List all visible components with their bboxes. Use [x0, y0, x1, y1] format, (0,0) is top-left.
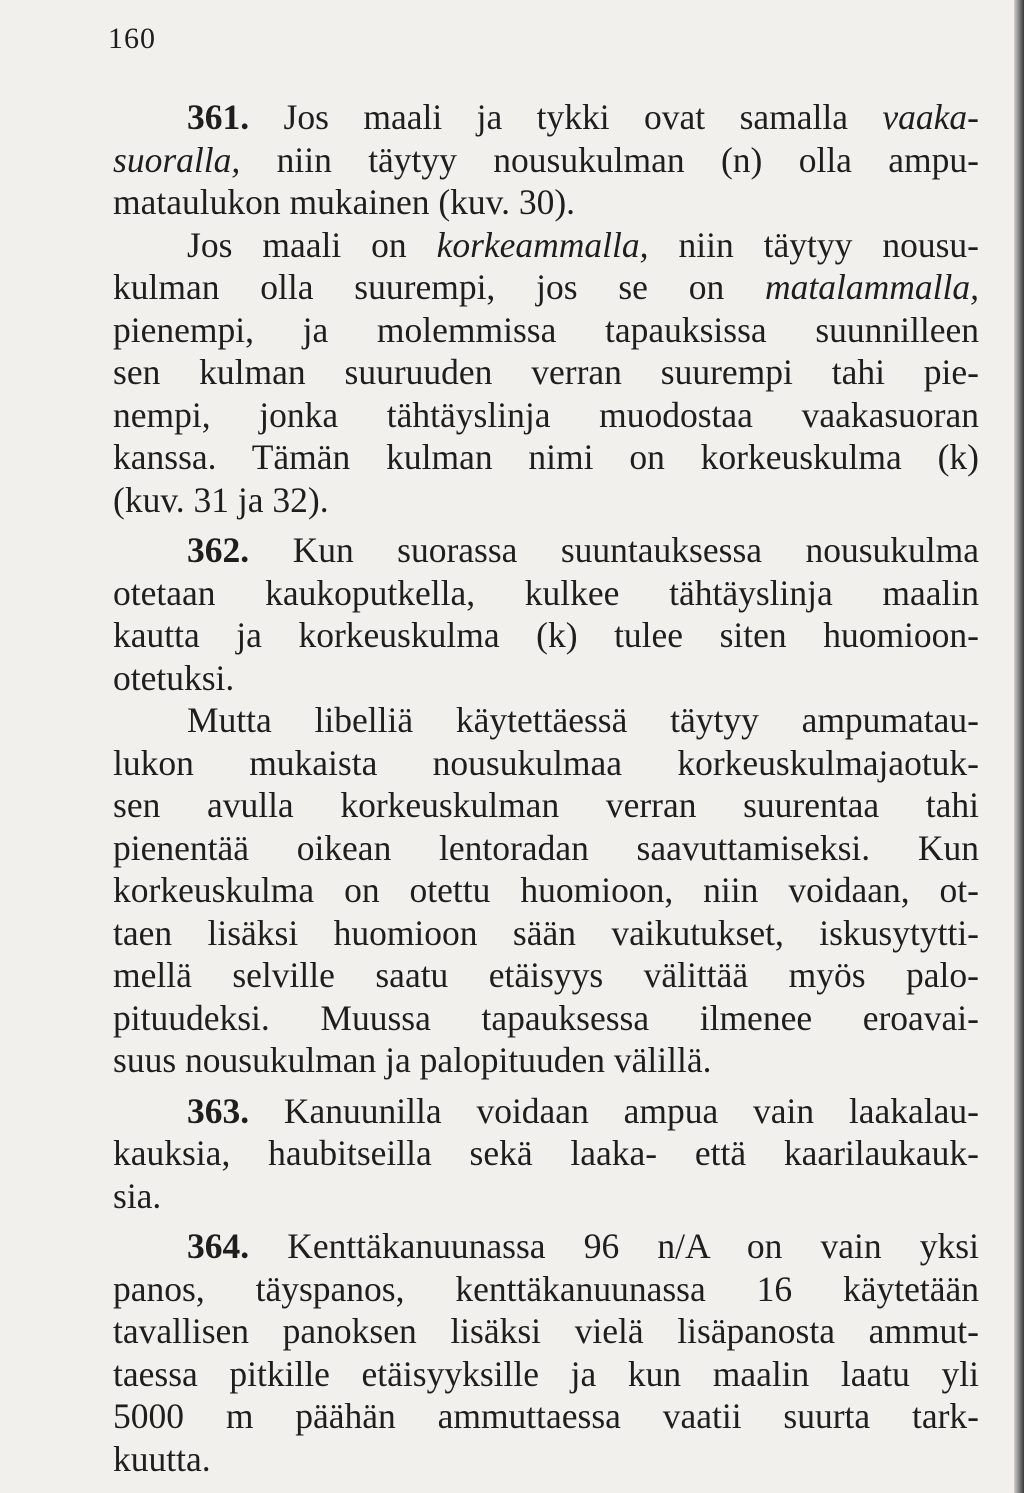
- paragraph-363: [113, 1090, 979, 1218]
- italic-term: matalammalla,: [765, 267, 979, 307]
- text-line: 361. Jos maali ja tykki ovat samalla vaaka-: [187, 97, 979, 137]
- section-number: 363.: [187, 1090, 250, 1131]
- text-line: taessa pitkille etäisyyksille ja kun maalin laatu yli: [113, 1353, 979, 1394]
- italic-term: vaaka-: [882, 97, 979, 137]
- section-number: 362.: [187, 530, 250, 570]
- text-line: suoralla, niin täytyy nousukulman (n) olla ampu-: [113, 139, 979, 180]
- paragraph-361-continued: [113, 224, 979, 522]
- text-line: (kuv. 31 ja 32).: [113, 479, 329, 520]
- paragraph-361: [113, 96, 979, 224]
- text-line: kanssa. Tämän kulman nimi on korkeuskulma (k): [113, 437, 979, 477]
- paragraph-364: [113, 1225, 979, 1480]
- text-line: taen lisäksi huomioon sään vaikutukset, iskusytytti-: [113, 912, 979, 953]
- page-body: [113, 96, 979, 1480]
- text-line: nempi, jonka tähtäyslinja muodostaa vaakasuoran: [113, 394, 979, 435]
- text-line: korkeuskulma on otettu huomioon, niin voidaan, ot-: [113, 870, 979, 910]
- text-line: pituudeksi. Muussa tapauksessa ilmenee eroavai-: [113, 997, 979, 1038]
- section-number: 364.: [187, 1226, 250, 1266]
- text-line: Jos maali on korkeammalla, niin täytyy nousu-: [187, 224, 979, 265]
- text-line: panos, täyspanos, kenttäkanuunassa 16 käytetään: [113, 1268, 979, 1309]
- text-line: mataulukon mukainen (kuv. 30).: [113, 182, 576, 222]
- text-line: pienempi, ja molemmissa tapauksissa suunnilleen: [113, 309, 979, 350]
- text-line: 362. Kun suorassa suuntauksessa nousukulma: [187, 530, 979, 570]
- text-line: 363. Kanuunilla voidaan ampua vain laakalau-: [187, 1090, 979, 1131]
- text-line: kuutta.: [113, 1438, 211, 1479]
- text-line: kauksia, haubitseilla sekä laaka- että kaarilaukauk-: [113, 1133, 979, 1173]
- text-line: mellä selville saatu etäisyys välittää myös palo-: [113, 955, 979, 995]
- text-line: otetaan kaukoputkella, kulkee tähtäyslinja maalin: [113, 572, 979, 613]
- page-number: 160: [108, 22, 156, 55]
- section-number: 361.: [187, 97, 250, 137]
- text-line: kautta ja korkeuskulma (k) tulee siten huomioon-: [113, 615, 979, 655]
- italic-term: korkeammalla,: [436, 224, 649, 265]
- text-line: tavallisen panoksen lisäksi vielä lisäpanosta ammut-: [113, 1311, 979, 1351]
- text-line: sen kulman suuruuden verran suurempi tahi pie-: [113, 352, 979, 392]
- paragraph-362-continued: [113, 699, 979, 1082]
- text-line: suus nousukulman ja palopituuden välillä.: [113, 1040, 712, 1080]
- text-line: lukon mukaista nousukulmaa korkeuskulmajaotuk-: [113, 742, 979, 783]
- text-line: pienentää oikean lentoradan saavuttamiseksi. Kun: [113, 827, 979, 868]
- scan-edge: [1014, 0, 1024, 1493]
- text-line: 364. Kenttäkanuunassa 96 n/A on vain yksi: [187, 1226, 979, 1266]
- text-line: 5000 m päähän ammuttaessa vaatii suurta tark-: [113, 1396, 979, 1436]
- text-line: sen avulla korkeuskulman verran suurentaa tahi: [113, 785, 979, 825]
- text-line: otetuksi.: [113, 657, 235, 698]
- text-line: kulman olla suurempi, jos se on matalammalla,: [113, 267, 979, 307]
- text-line: sia.: [113, 1175, 162, 1216]
- text-line: Mutta libelliä käytettäessä täytyy ampumatau-: [187, 700, 979, 740]
- paragraph-362: [113, 529, 979, 699]
- italic-term: suoralla,: [113, 139, 241, 180]
